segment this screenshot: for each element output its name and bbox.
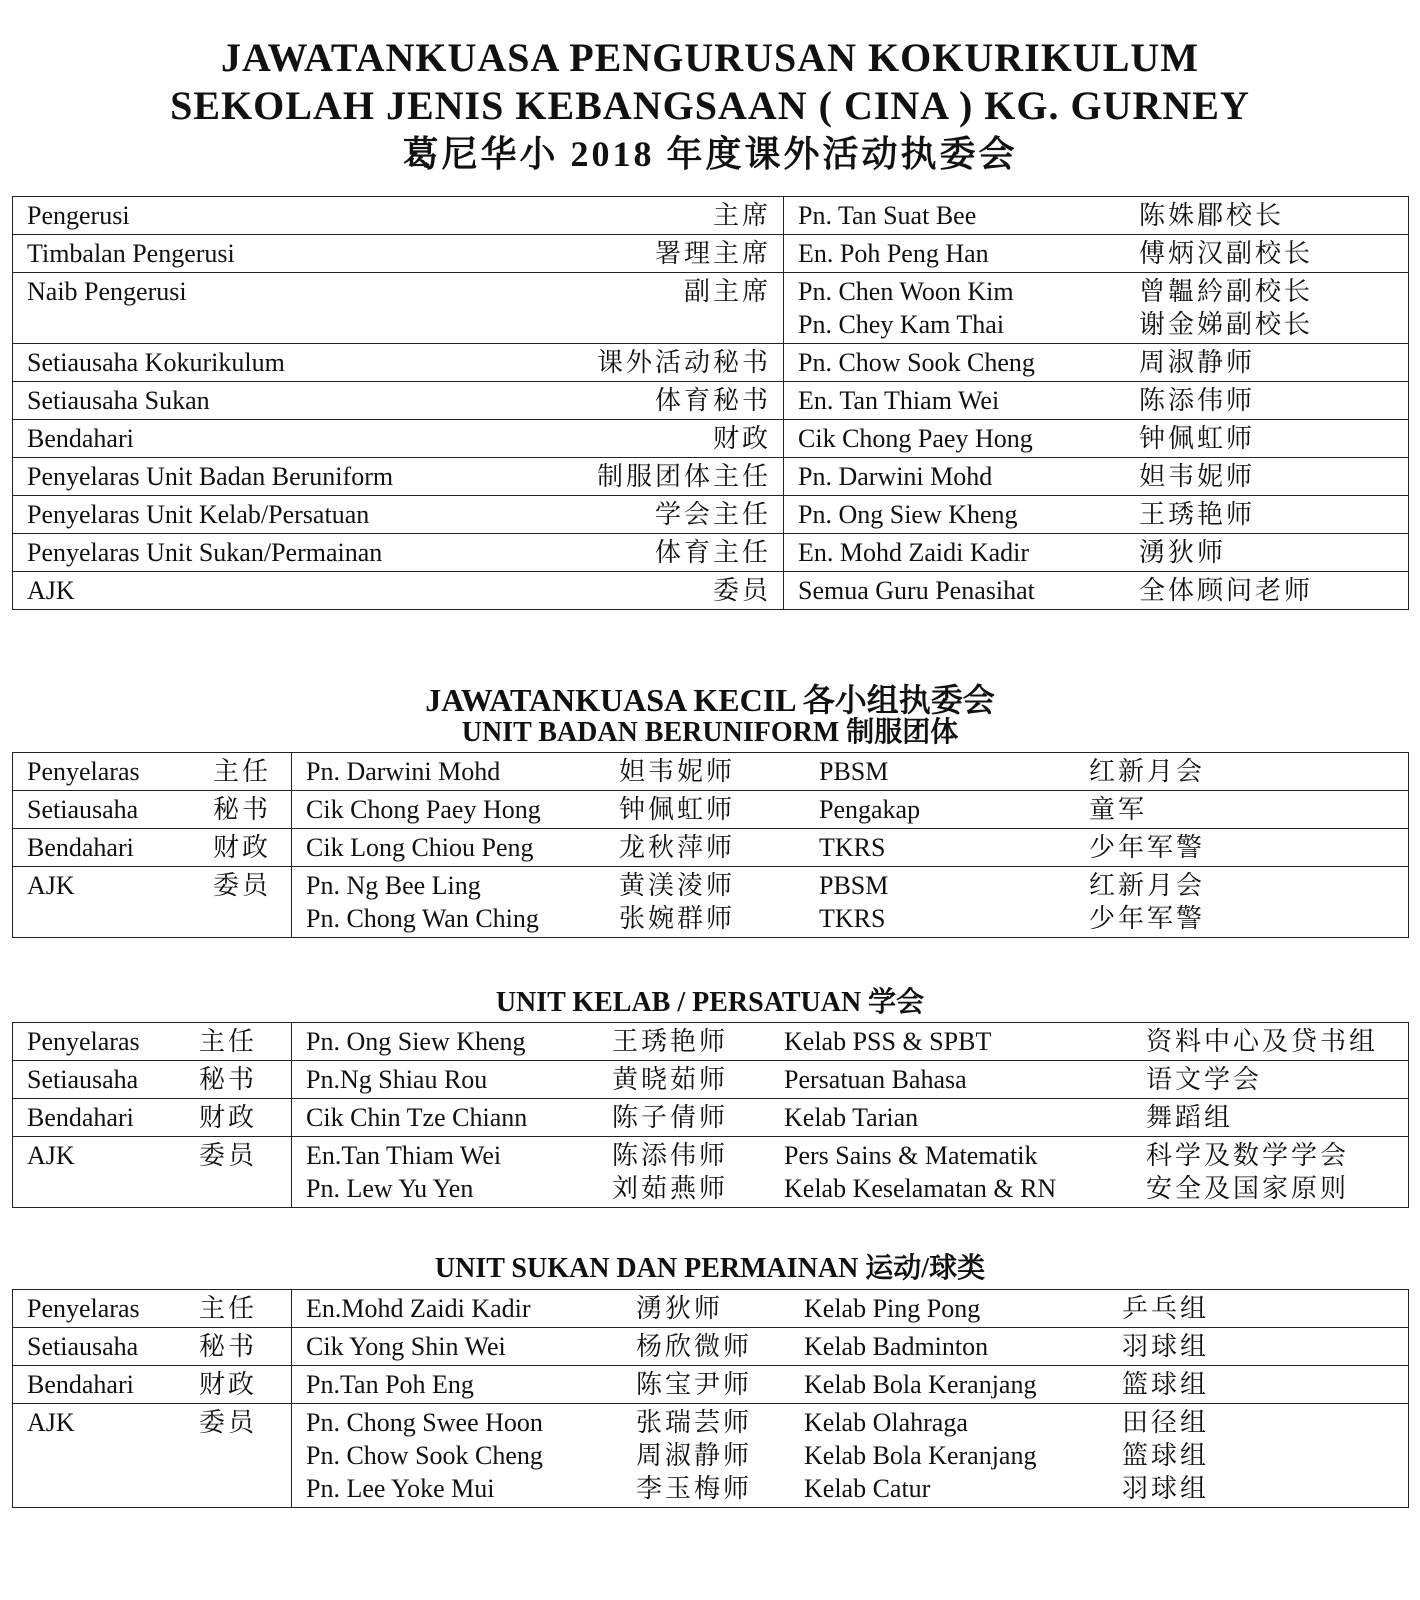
member-line [798,275,1396,308]
member-name: Pn. Darwini Mohd [306,757,501,786]
member-line [798,308,1396,341]
unit-table-sukan [12,1289,1409,1508]
main-committee-table [12,196,1409,610]
member-cell [292,1023,1409,1061]
member-name: Semua Guru Penasihat [798,576,1035,605]
member-name: Cik Chong Paey Hong [798,424,1033,453]
table-row [13,273,1409,344]
table-row [13,1290,1409,1328]
table-row [13,1061,1409,1099]
member-line [306,1101,1396,1134]
table-row [13,1366,1409,1404]
member-name-cn: 龙秋萍师 [619,833,736,862]
role-label: AJK [27,871,75,900]
role-label: Penyelaras [27,1027,140,1056]
role-cell [13,1404,292,1508]
role-pair [27,237,771,270]
member-name-cn: 张瑞芸师 [636,1408,753,1437]
member-line [798,498,1396,531]
member-cell [292,1137,1409,1208]
role-label-cn: 课外活动秘书 [596,348,771,377]
role-label-cn: 主任 [199,1027,258,1056]
unit-title-kelab: UNIT KELAB / PERSATUAN 学会 [495,987,925,1018]
unit-title-beruniform: UNIT BADAN BERUNIFORM 制服团体 [461,717,959,748]
role-cell [13,344,784,382]
group-name-cn: 少年军警 [1089,833,1206,862]
header-line-2: SEKOLAH JENIS KEBANGSAAN ( CINA ) KG. GURNEY [170,83,1250,128]
role-pair [27,1063,279,1096]
member-name-cn: 王琇艳师 [612,1027,729,1056]
role-cell [13,382,784,420]
group-name: Kelab Catur [804,1474,931,1503]
table-row [13,829,1409,867]
role-cell [13,1099,292,1137]
role-label-cn: 秘书 [199,1065,258,1094]
group-name: Kelab Olahraga [804,1408,968,1437]
member-cell [784,382,1409,420]
table-row [13,572,1409,610]
member-name: Pn. Lew Yu Yen [306,1174,474,1203]
role-cell [13,420,784,458]
member-line [306,1368,1396,1401]
member-name: Cik Chong Paey Hong [306,795,541,824]
header-line-1: JAWATANKUASA PENGURUSAN KOKURIKULUM [220,35,1200,80]
role-pair [27,1330,279,1363]
table-row [13,420,1409,458]
role-label-cn: 副主席 [683,277,771,306]
member-name-cn: 湧狄师 [1139,538,1227,567]
member-line [306,793,1396,826]
role-label-cn: 财政 [199,1370,258,1399]
member-line [306,1172,1396,1205]
table-row [13,867,1409,938]
role-pair [27,1139,279,1172]
group-name-cn: 乒乓组 [1122,1294,1210,1323]
member-cell [784,344,1409,382]
role-label-cn: 财政 [199,1103,258,1132]
group-name: TKRS [819,833,886,862]
member-name-cn: 刘茹燕师 [612,1174,729,1203]
member-name: Pn. Chong Swee Hoon [306,1408,543,1437]
table-row [13,1137,1409,1208]
group-name-cn: 篮球组 [1122,1441,1210,1470]
role-label: Bendahari [27,833,134,862]
member-name: En.Tan Thiam Wei [306,1141,502,1170]
member-name: Pn. Lee Yoke Mui [306,1474,495,1503]
group-name-cn: 科学及数学学会 [1146,1141,1350,1170]
member-cell [292,867,1409,938]
member-name-cn: 全体顾问老师 [1139,576,1314,605]
member-name-cn: 王琇艳师 [1139,500,1256,529]
member-name-cn: 李玉梅师 [636,1474,753,1503]
group-name-cn: 安全及国家原则 [1146,1174,1350,1203]
member-line [798,346,1396,379]
member-name-cn: 周淑静师 [1139,348,1256,377]
group-name-cn: 篮球组 [1122,1370,1210,1399]
member-line [306,1292,1396,1325]
unit-title-sukan: UNIT SUKAN DAN PERMAINAN 运动/球类 [434,1253,986,1284]
role-label-cn: 主任 [213,757,272,786]
role-cell [13,1290,292,1328]
role-pair [27,831,279,864]
role-label: Setiausaha Sukan [27,386,210,415]
member-name-cn: 黄渼淩师 [619,871,736,900]
member-name: Pn. Ong Siew Kheng [798,500,1018,529]
role-pair [27,346,771,379]
role-cell [13,534,784,572]
table-row [13,1099,1409,1137]
member-cell [292,753,1409,791]
role-label-cn: 委员 [712,576,771,605]
table-row [13,1023,1409,1061]
role-pair [27,1101,279,1134]
member-name: En. Mohd Zaidi Kadir [798,538,1030,567]
member-name-cn: 黄晓茹师 [612,1065,729,1094]
member-cell [292,1328,1409,1366]
role-label-cn: 委员 [213,871,272,900]
role-cell [13,1366,292,1404]
member-name-cn: 钟佩虹师 [619,795,736,824]
role-cell [13,197,784,235]
member-cell [784,458,1409,496]
member-line [798,199,1396,232]
group-name: TKRS [819,904,886,933]
member-name-cn: 陈子倩师 [612,1103,729,1132]
member-name-cn: 张婉群师 [619,904,736,933]
role-pair [27,1406,279,1439]
group-name-cn: 资料中心及贷书组 [1146,1027,1379,1056]
role-label: AJK [27,1408,75,1437]
header-line-3: 葛尼华小 2018 年度课外活动执委会 [402,134,1018,174]
group-name: PBSM [819,757,889,786]
role-label: Setiausaha [27,1065,139,1094]
member-line [306,1472,1396,1505]
member-line [306,902,1396,935]
member-line [306,755,1396,788]
member-line [306,869,1396,902]
group-name: Pers Sains & Matematik [784,1141,1038,1170]
role-label-cn: 财政 [213,833,272,862]
table-row [13,496,1409,534]
role-pair [27,1025,279,1058]
member-name-cn: 陈添伟师 [1139,386,1256,415]
role-label: AJK [27,576,75,605]
member-name-cn: 曾韞紟副校长 [1139,277,1314,306]
member-line [306,831,1396,864]
table-row [13,791,1409,829]
table-row [13,1404,1409,1508]
group-name: Kelab Ping Pong [804,1294,981,1323]
role-label-cn: 体育主任 [654,538,771,567]
member-cell [784,572,1409,610]
group-name: Kelab PSS & SPBT [784,1027,992,1056]
role-label-cn: 委员 [199,1408,258,1437]
role-label: AJK [27,1141,75,1170]
table-row [13,197,1409,235]
role-pair [27,384,771,417]
member-name: Cik Long Chiou Peng [306,833,534,862]
role-cell [13,829,292,867]
group-name-cn: 羽球组 [1122,1332,1210,1361]
member-name-cn: 湧狄师 [636,1294,724,1323]
role-cell [13,753,292,791]
role-cell [13,1023,292,1061]
member-name: Pn.Ng Shiau Rou [306,1065,488,1094]
member-name: Pn.Tan Poh Eng [306,1370,474,1399]
member-line [306,1406,1396,1439]
role-pair [27,869,279,902]
member-line [798,574,1396,607]
role-pair [27,199,771,232]
role-label-cn: 主任 [199,1294,258,1323]
role-cell [13,273,784,344]
role-pair [27,536,771,569]
table-row [13,382,1409,420]
role-cell [13,1137,292,1208]
role-label: Timbalan Pengerusi [27,239,235,268]
table-row [13,753,1409,791]
member-cell [784,534,1409,572]
role-label-cn: 秘书 [199,1332,258,1361]
member-line [798,237,1396,270]
group-name-cn: 语文学会 [1146,1065,1263,1094]
role-pair [27,1292,279,1325]
group-name-cn: 红新月会 [1089,871,1206,900]
group-name: Persatuan Bahasa [784,1065,967,1094]
role-cell [13,458,784,496]
member-line [798,460,1396,493]
group-name: PBSM [819,871,889,900]
role-label: Bendahari [27,424,134,453]
role-label: Setiausaha [27,1332,139,1361]
table-row [13,235,1409,273]
role-label-cn: 制服团体主任 [596,462,771,491]
role-pair [27,793,279,826]
member-name: Cik Chin Tze Chiann [306,1103,528,1132]
role-pair [27,574,771,607]
role-label-cn: 主席 [712,201,771,230]
role-pair [27,460,771,493]
role-cell [13,1328,292,1366]
document-header [0,34,1420,178]
group-name-cn: 少年军警 [1089,904,1206,933]
role-cell [13,867,292,938]
member-name: Pn. Tan Suat Bee [798,201,977,230]
member-cell [292,1366,1409,1404]
group-name: Kelab Keselamatan & RN [784,1174,1057,1203]
role-label: Pengerusi [27,201,130,230]
role-pair [27,755,279,788]
member-name-cn: 妲韦妮师 [1139,462,1256,491]
member-name: En. Poh Peng Han [798,239,989,268]
role-label: Penyelaras [27,757,140,786]
role-pair [27,422,771,455]
role-label: Bendahari [27,1103,134,1132]
role-label: Penyelaras Unit Badan Beruniform [27,462,394,491]
role-label: Setiausaha Kokurikulum [27,348,285,377]
member-name-cn: 傅炳汉副校长 [1139,239,1314,268]
role-cell [13,791,292,829]
role-label-cn: 学会主任 [654,500,771,529]
sub-committee-heading: JAWATANKUASA KECIL 各小组执委会 [425,682,995,718]
member-name: Pn. Chong Wan Ching [306,904,539,933]
member-line [306,1139,1396,1172]
table-row [13,458,1409,496]
group-name-cn: 舞蹈组 [1146,1103,1234,1132]
table-row [13,1328,1409,1366]
member-name-cn: 谢金娣副校长 [1139,310,1314,339]
group-name: Pengakap [819,795,921,824]
role-label: Naib Pengerusi [27,277,187,306]
role-label: Penyelaras Unit Kelab/Persatuan [27,500,370,529]
member-line [306,1439,1396,1472]
role-label-cn: 财政 [712,424,771,453]
table-row [13,344,1409,382]
member-name: Pn. Chow Sook Cheng [798,348,1035,377]
member-cell [784,235,1409,273]
role-pair [27,275,771,308]
member-line [306,1025,1396,1058]
table-row [13,534,1409,572]
role-label: Penyelaras Unit Sukan/Permainan [27,538,383,567]
group-name: Kelab Tarian [784,1103,919,1132]
role-label-cn: 秘书 [213,795,272,824]
member-cell [784,197,1409,235]
member-name: Pn. Ong Siew Kheng [306,1027,526,1056]
role-pair [27,1368,279,1401]
member-name-cn: 陈宝尹师 [636,1370,753,1399]
group-name-cn: 红新月会 [1089,757,1206,786]
role-label-cn: 委员 [199,1141,258,1170]
member-name: Pn. Ng Bee Ling [306,871,481,900]
member-line [798,422,1396,455]
member-name: Pn. Chow Sook Cheng [306,1441,543,1470]
member-cell [292,1290,1409,1328]
group-name: Kelab Bola Keranjang [804,1441,1037,1470]
role-label: Penyelaras [27,1294,140,1323]
member-line [306,1330,1396,1363]
role-label: Bendahari [27,1370,134,1399]
member-name: Pn. Chey Kam Thai [798,310,1005,339]
member-name: Pn. Darwini Mohd [798,462,993,491]
member-name: Pn. Chen Woon Kim [798,277,1014,306]
member-cell [292,1404,1409,1508]
member-name-cn: 周淑静师 [636,1441,753,1470]
member-cell [292,1099,1409,1137]
member-name-cn: 陈姝郿校长 [1139,201,1285,230]
member-line [306,1063,1396,1096]
member-name-cn: 妲韦妮师 [619,757,736,786]
member-name-cn: 钟佩虹师 [1139,424,1256,453]
member-name-cn: 杨欣微师 [636,1332,753,1361]
member-name-cn: 陈添伟师 [612,1141,729,1170]
member-cell [784,273,1409,344]
role-label-cn: 署理主席 [654,239,771,268]
group-name-cn: 羽球组 [1122,1474,1210,1503]
group-name-cn: 童军 [1089,795,1148,824]
member-cell [784,496,1409,534]
group-name: Kelab Badminton [804,1332,989,1361]
member-name: En.Mohd Zaidi Kadir [306,1294,531,1323]
member-name: Cik Yong Shin Wei [306,1332,506,1361]
role-cell [13,572,784,610]
member-line [798,536,1396,569]
role-cell [13,235,784,273]
unit-table-beruniform [12,752,1409,938]
member-line [798,384,1396,417]
member-cell [292,829,1409,867]
member-cell [292,791,1409,829]
group-name: Kelab Bola Keranjang [804,1370,1037,1399]
unit-table-kelab [12,1022,1409,1208]
group-name-cn: 田径组 [1122,1408,1210,1437]
role-label-cn: 体育秘书 [654,386,771,415]
role-cell [13,496,784,534]
role-pair [27,498,771,531]
role-label: Setiausaha [27,795,139,824]
member-cell [292,1061,1409,1099]
member-cell [784,420,1409,458]
role-cell [13,1061,292,1099]
member-name: En. Tan Thiam Wei [798,386,1000,415]
